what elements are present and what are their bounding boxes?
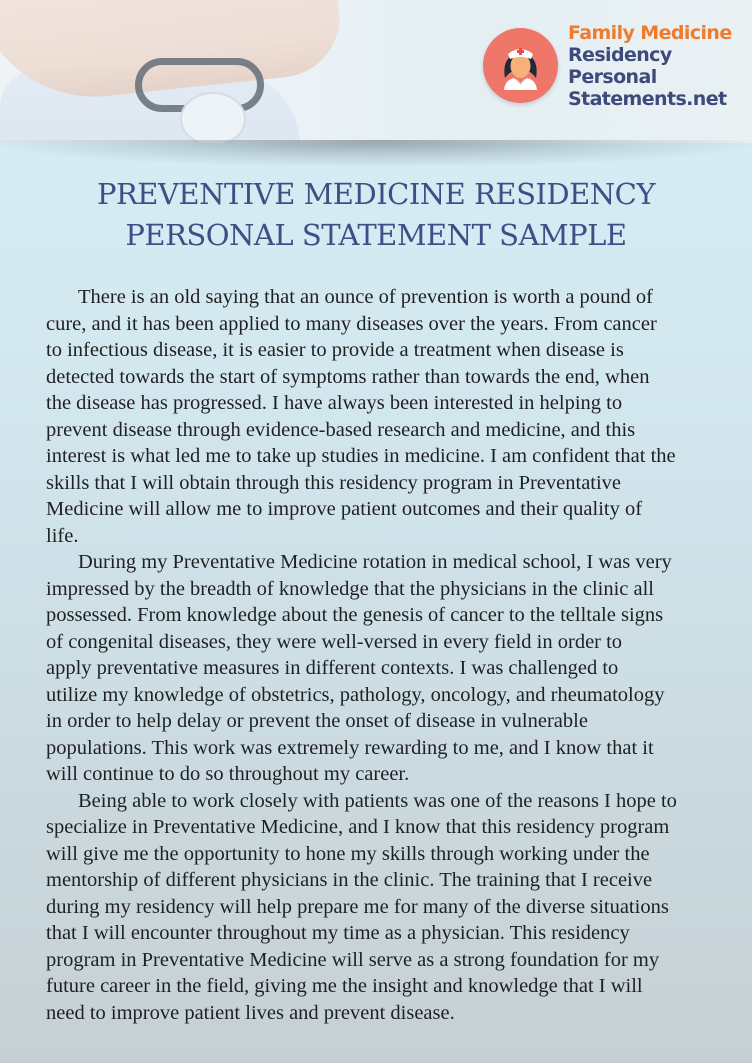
text-line: Being able to work closely with patients was one of the reasons I hope to [78, 789, 677, 812]
text-line: utilize my knowledge of obstetrics, pathology, oncology, and rheumatology [46, 683, 665, 706]
text-line: program in Preventative Medicine will serve as a strong foundation for my [46, 948, 660, 971]
text-line: possessed. From knowledge about the genesis of cancer to the telltale signs [46, 604, 664, 626]
text-line: Medicine will allow me to improve patient outcomes and their quality of [46, 498, 643, 520]
title-line-1: PREVENTIVE MEDICINE RESIDENCY [96, 177, 656, 211]
header-banner [0, 0, 752, 143]
text-line: future career in the field, giving me the insight and knowledge that I will [46, 975, 643, 997]
logo-text-line4: Statements.net [568, 88, 727, 110]
text-line: of congenital diseases, they were well-versed in every field in order to [46, 630, 623, 653]
text-line: will continue to do so throughout my career. [46, 763, 410, 785]
text-line: need to improve patient lives and prevent disease. [46, 1001, 455, 1024]
text-line: impressed by the breadth of knowledge that the physicians in the clinic all [46, 577, 655, 600]
text-line: detected towards the start of symptoms rather than towards the end, when [46, 365, 650, 388]
text-line: skills that I will obtain through this residency program in Preventative [46, 471, 622, 494]
text-line: prevent disease through evidence-based research and medicine, and this [46, 418, 636, 441]
text-line: in order to help delay or prevent the onset of disease in vulnerable [46, 710, 588, 732]
text-line: that I will encounter throughout my time as a physician. This residency [46, 922, 630, 944]
nurse-avatar-icon [483, 28, 558, 103]
text-line: interest is what led me to take up studies in medicine. I am confident that the [46, 445, 676, 467]
logo-text-line1: Family Medicine [568, 22, 732, 44]
header-divider-shadow [0, 140, 752, 166]
text-line: to infectious disease, it is easier to provide a treatment when disease is [46, 339, 624, 361]
text-line: during my residency will help prepare me for many of the diverse situations [46, 895, 669, 918]
text-line: cure, and it has been applied to many diseases over the years. From cancer [46, 312, 657, 335]
text-line: mentorship of different physicians in the clinic. The training that I receive [46, 869, 653, 891]
text-line: the disease has progressed. I have always been interested in helping to [46, 392, 623, 414]
text-line: specialize in Preventative Medicine, and I know that this residency program [46, 816, 670, 838]
text-line: life. [46, 524, 79, 547]
paragraph-3 [46, 788, 736, 1027]
stethoscope-chestpiece [180, 92, 246, 143]
text-line: During my Preventative Medicine rotation in medical school, I was very [78, 551, 672, 573]
logo-text-line2: Residency [568, 44, 672, 66]
logo-badge[interactable] [483, 28, 558, 103]
text-line: There is an old saying that an ounce of prevention is worth a pound of [78, 286, 653, 308]
statement-body [46, 284, 736, 1026]
paragraph-2 [46, 549, 736, 788]
text-line: will give me the opportunity to hone my skills through working under the [46, 842, 650, 865]
page-title [0, 174, 752, 256]
logo-wordmark[interactable] [568, 22, 748, 110]
text-line: apply preventative measures in different contexts. I was challenged to [46, 657, 619, 679]
title-line-2: PERSONAL STATEMENT SAMPLE [125, 218, 627, 252]
logo-text-line3: Personal [568, 66, 657, 88]
text-line: populations. This work was extremely rewarding to me, and I know that it [46, 736, 654, 759]
paragraph-1 [46, 284, 736, 549]
